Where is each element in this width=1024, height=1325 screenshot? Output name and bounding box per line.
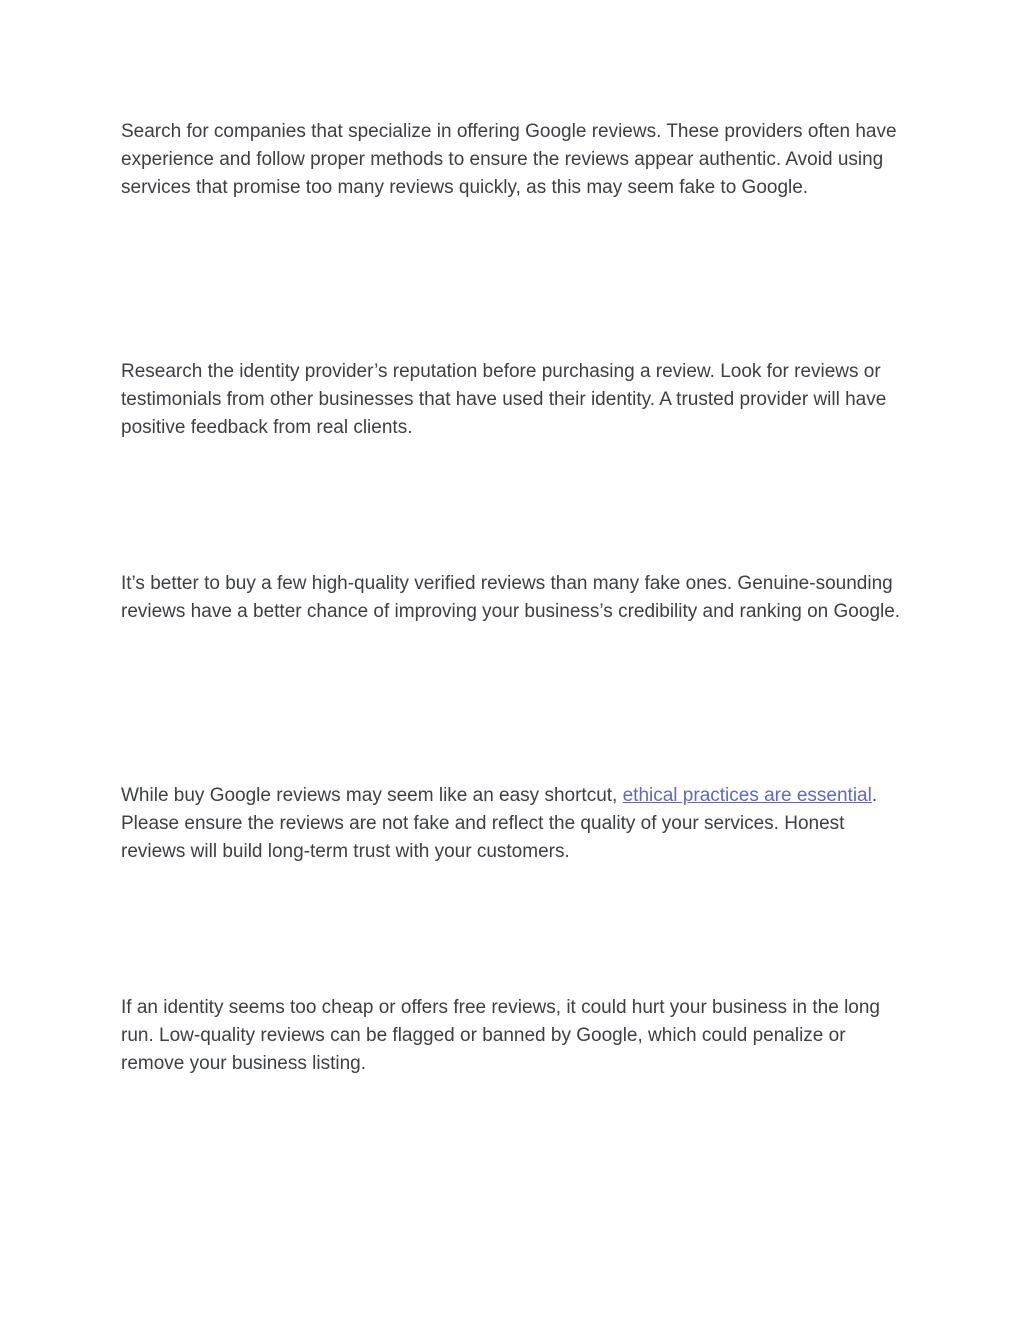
paragraph-quality-over-quantity: It’s better to buy a few high-quality verified reviews than many fake ones. Genuine-sounding reviews have a better chance of improving your business’s credibility and ranking on Google. (121, 573, 901, 622)
paragraph-text-after-link: . Please ensure the reviews are not fake and reflect the quality of your services. Honest reviews will build long-term trust with your customers. (121, 785, 878, 862)
paragraph-ethical-practices (121, 782, 911, 866)
paragraph-text-before-link: While buy Google reviews may seem like an easy shortcut, (121, 785, 623, 806)
paragraph-research-reputation: Research the identity provider’s reputation before purchasing a review. Look for reviews or testimonials from other businesses that have used their identity. A trusted provider will have positive feedback from real clients. (121, 361, 887, 438)
paragraph-cheap-providers-warning: If an identity seems too cheap or offers free reviews, it could hurt your business in the long run. Low-quality reviews can be flagged or banned by Google, which could penalize or remove your business listing. (121, 997, 880, 1074)
ethical-practices-link[interactable]: ethical practices are essential (622, 785, 872, 806)
paragraph-provider-search: Search for companies that specialize in offering Google reviews. These providers often have experience and follow proper methods to ensure the reviews appear authentic. Avoid using services that promise too many reviews quickly, as this may seem fake to Google. (121, 121, 897, 198)
